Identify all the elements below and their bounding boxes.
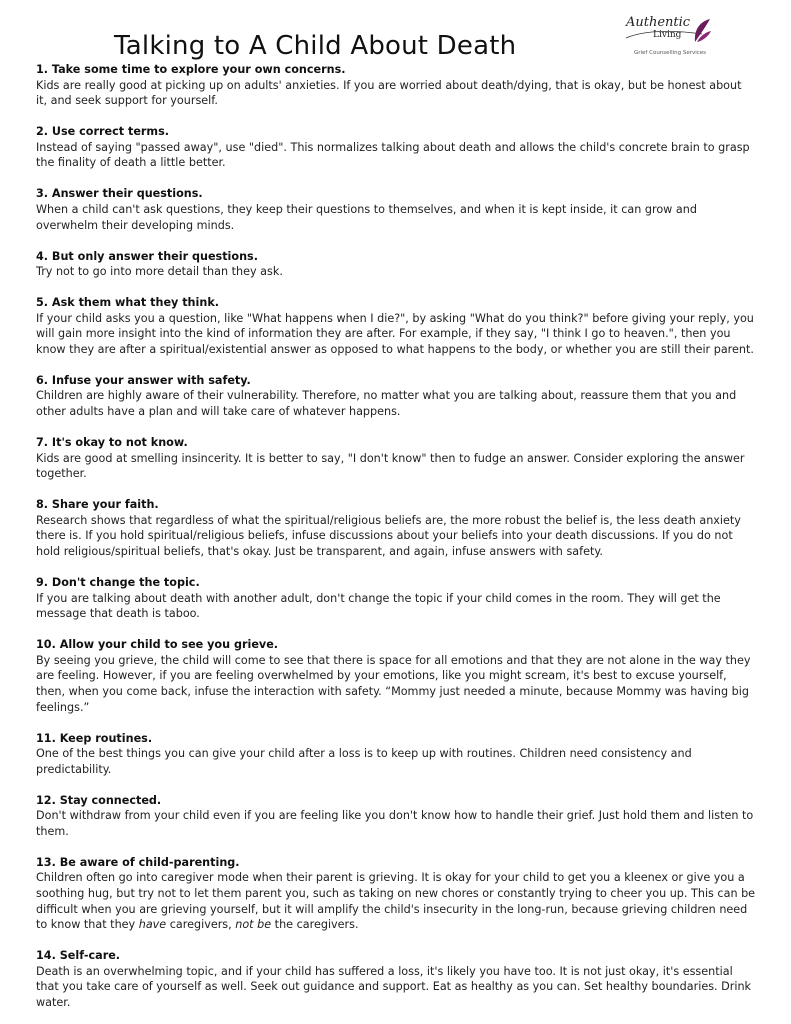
tip-body: Try not to go into more detail than they ask. — [36, 265, 283, 279]
tip-item — [36, 948, 756, 1010]
tip-heading: 6. Infuse your answer with safety. — [36, 373, 251, 387]
tip-heading: 8. Share your faith. — [36, 498, 159, 512]
tip-heading: 14. Self-care. — [36, 949, 121, 963]
tip-body: Death is an overwhelming topic, and if your child has suffered a loss, it's likely you have too. It is not just okay, it's essential that you take care of yourself as well. Seek out guidance and support. Eat as healthy as you can. Set healthy boundaries. Drink water. — [36, 964, 752, 1009]
tip-item — [36, 186, 756, 233]
tip-heading: 5. Ask them what they think. — [36, 296, 220, 310]
tip-body: Research shows that regardless of what the spiritual/religious beliefs are, the more robust the belief is, the less death anxiety there is. If you hold spiritual/religious beliefs, infuse discussions about your beliefs into your death discussions. If you do not hold religious/spiritual beliefs, that's okay. Just be transparent, and again, infuse answers with safety. — [36, 513, 741, 558]
tip-body-text: the caregivers. — [271, 918, 359, 932]
tip-body-text: caregivers, — [166, 918, 236, 932]
tip-body: Don't withdraw from your child even if you are feeling like you don't know how to handle their grief. Just hold them and listen to them. — [36, 809, 754, 838]
tip-item — [36, 497, 756, 559]
tip-item — [36, 637, 756, 715]
logo-tagline: Grief Counselling Services — [634, 50, 707, 56]
tip-item — [36, 249, 756, 280]
tip-body: If your child asks you a question, like "What happens when I die?", by asking "What do you think?" before giving your reply, you will gain more insight into the kind of information they are after. For example, if they say, "I think I go to heaven.", then you know they are after a spiritual/existential answer as opposed to what happens to the body, or whether you are still their parent. — [36, 311, 754, 356]
tip-heading: 13. Be aware of child-parenting. — [36, 855, 240, 869]
tip-body-emphasis: have — [138, 918, 167, 932]
tip-heading: 10. Allow your child to see you grieve. — [36, 638, 279, 652]
tip-body: By seeing you grieve, the child will come to see that there is space for all emotions and that they are not alone in the way they are feeling. However, if you are feeling overwhelmed by your emotions, like you might scream, it's best to excuse yourself, then, when you come back, infuse the interaction with safety. “Mommy just needed a minute, because Mommy was having big feelings.” — [36, 653, 751, 714]
tip-item — [36, 124, 756, 171]
tip-item — [36, 731, 756, 778]
tip-body-emphasis: not be — [235, 918, 272, 932]
tip-item — [36, 435, 756, 482]
tip-body-text: Children often go into caregiver mode when their parent is grieving. It is okay for your child to get you a kleenex or give you a soothing hug, but try not to let them parent you, such as taking on new chores or constantly trying to cheer you up. This can be difficult when you are grieving yourself, but it will amplify the child's insecurity in the long-run, because grieving children need to know that they — [36, 871, 756, 932]
tip-body — [36, 870, 756, 932]
tip-item — [36, 373, 756, 420]
tip-item — [36, 575, 756, 622]
tip-heading: 1. Take some time to explore your own concerns. — [36, 63, 346, 76]
tip-body: Instead of saying "passed away", use "died". This normalizes talking about death and allows the child's concrete brain to grasp the finality of death a little better. — [36, 140, 750, 170]
tip-heading: 11. Keep routines. — [36, 731, 153, 745]
logo-script-text: Authentic — [626, 15, 691, 30]
tips-list — [36, 62, 756, 1011]
tip-item — [36, 855, 756, 933]
tip-body: Kids are good at smelling insincerity. It is better to say, "I don't know" then to fudge an answer. Consider exploring the answer together. — [36, 451, 745, 481]
page-title: Talking to A Child About Death — [114, 31, 517, 62]
tip-item — [36, 793, 756, 840]
tip-body: When a child can't ask questions, they keep their questions to themselves, and when it is kept inside, it can grow and overwhelm their developing minds. — [36, 202, 697, 232]
tip-heading: 2. Use correct terms. — [36, 125, 169, 139]
tip-heading: 9. Don't change the topic. — [36, 575, 200, 589]
tip-body: Kids are really good at picking up on adults' anxieties. If you are worried about death/dying, that is okay, but be honest about it, and seek support for yourself. — [36, 78, 742, 108]
tip-item — [36, 295, 756, 357]
logo — [622, 14, 740, 62]
tip-body: If you are talking about death with another adult, don't change the topic if your child comes in the room. They will get the message that death is taboo. — [36, 591, 721, 621]
logo-living-text: Living — [653, 30, 682, 40]
butterfly-icon — [692, 18, 712, 44]
tip-heading: 3. Answer their questions. — [36, 187, 203, 201]
tip-body: Children are highly aware of their vulnerability. Therefore, no matter what you are talking about, reassure them that you and other adults have a plan and will take care of whatever happens. — [36, 389, 737, 419]
tip-body: One of the best things you can give your child after a loss is to keep up with routines. Children need consistency and predictability. — [36, 747, 692, 776]
tip-heading: 7. It's okay to not know. — [36, 436, 188, 450]
tip-heading: 4. But only answer their questions. — [36, 249, 258, 263]
tip-heading: 12. Stay connected. — [36, 793, 162, 807]
tip-item — [36, 62, 756, 109]
